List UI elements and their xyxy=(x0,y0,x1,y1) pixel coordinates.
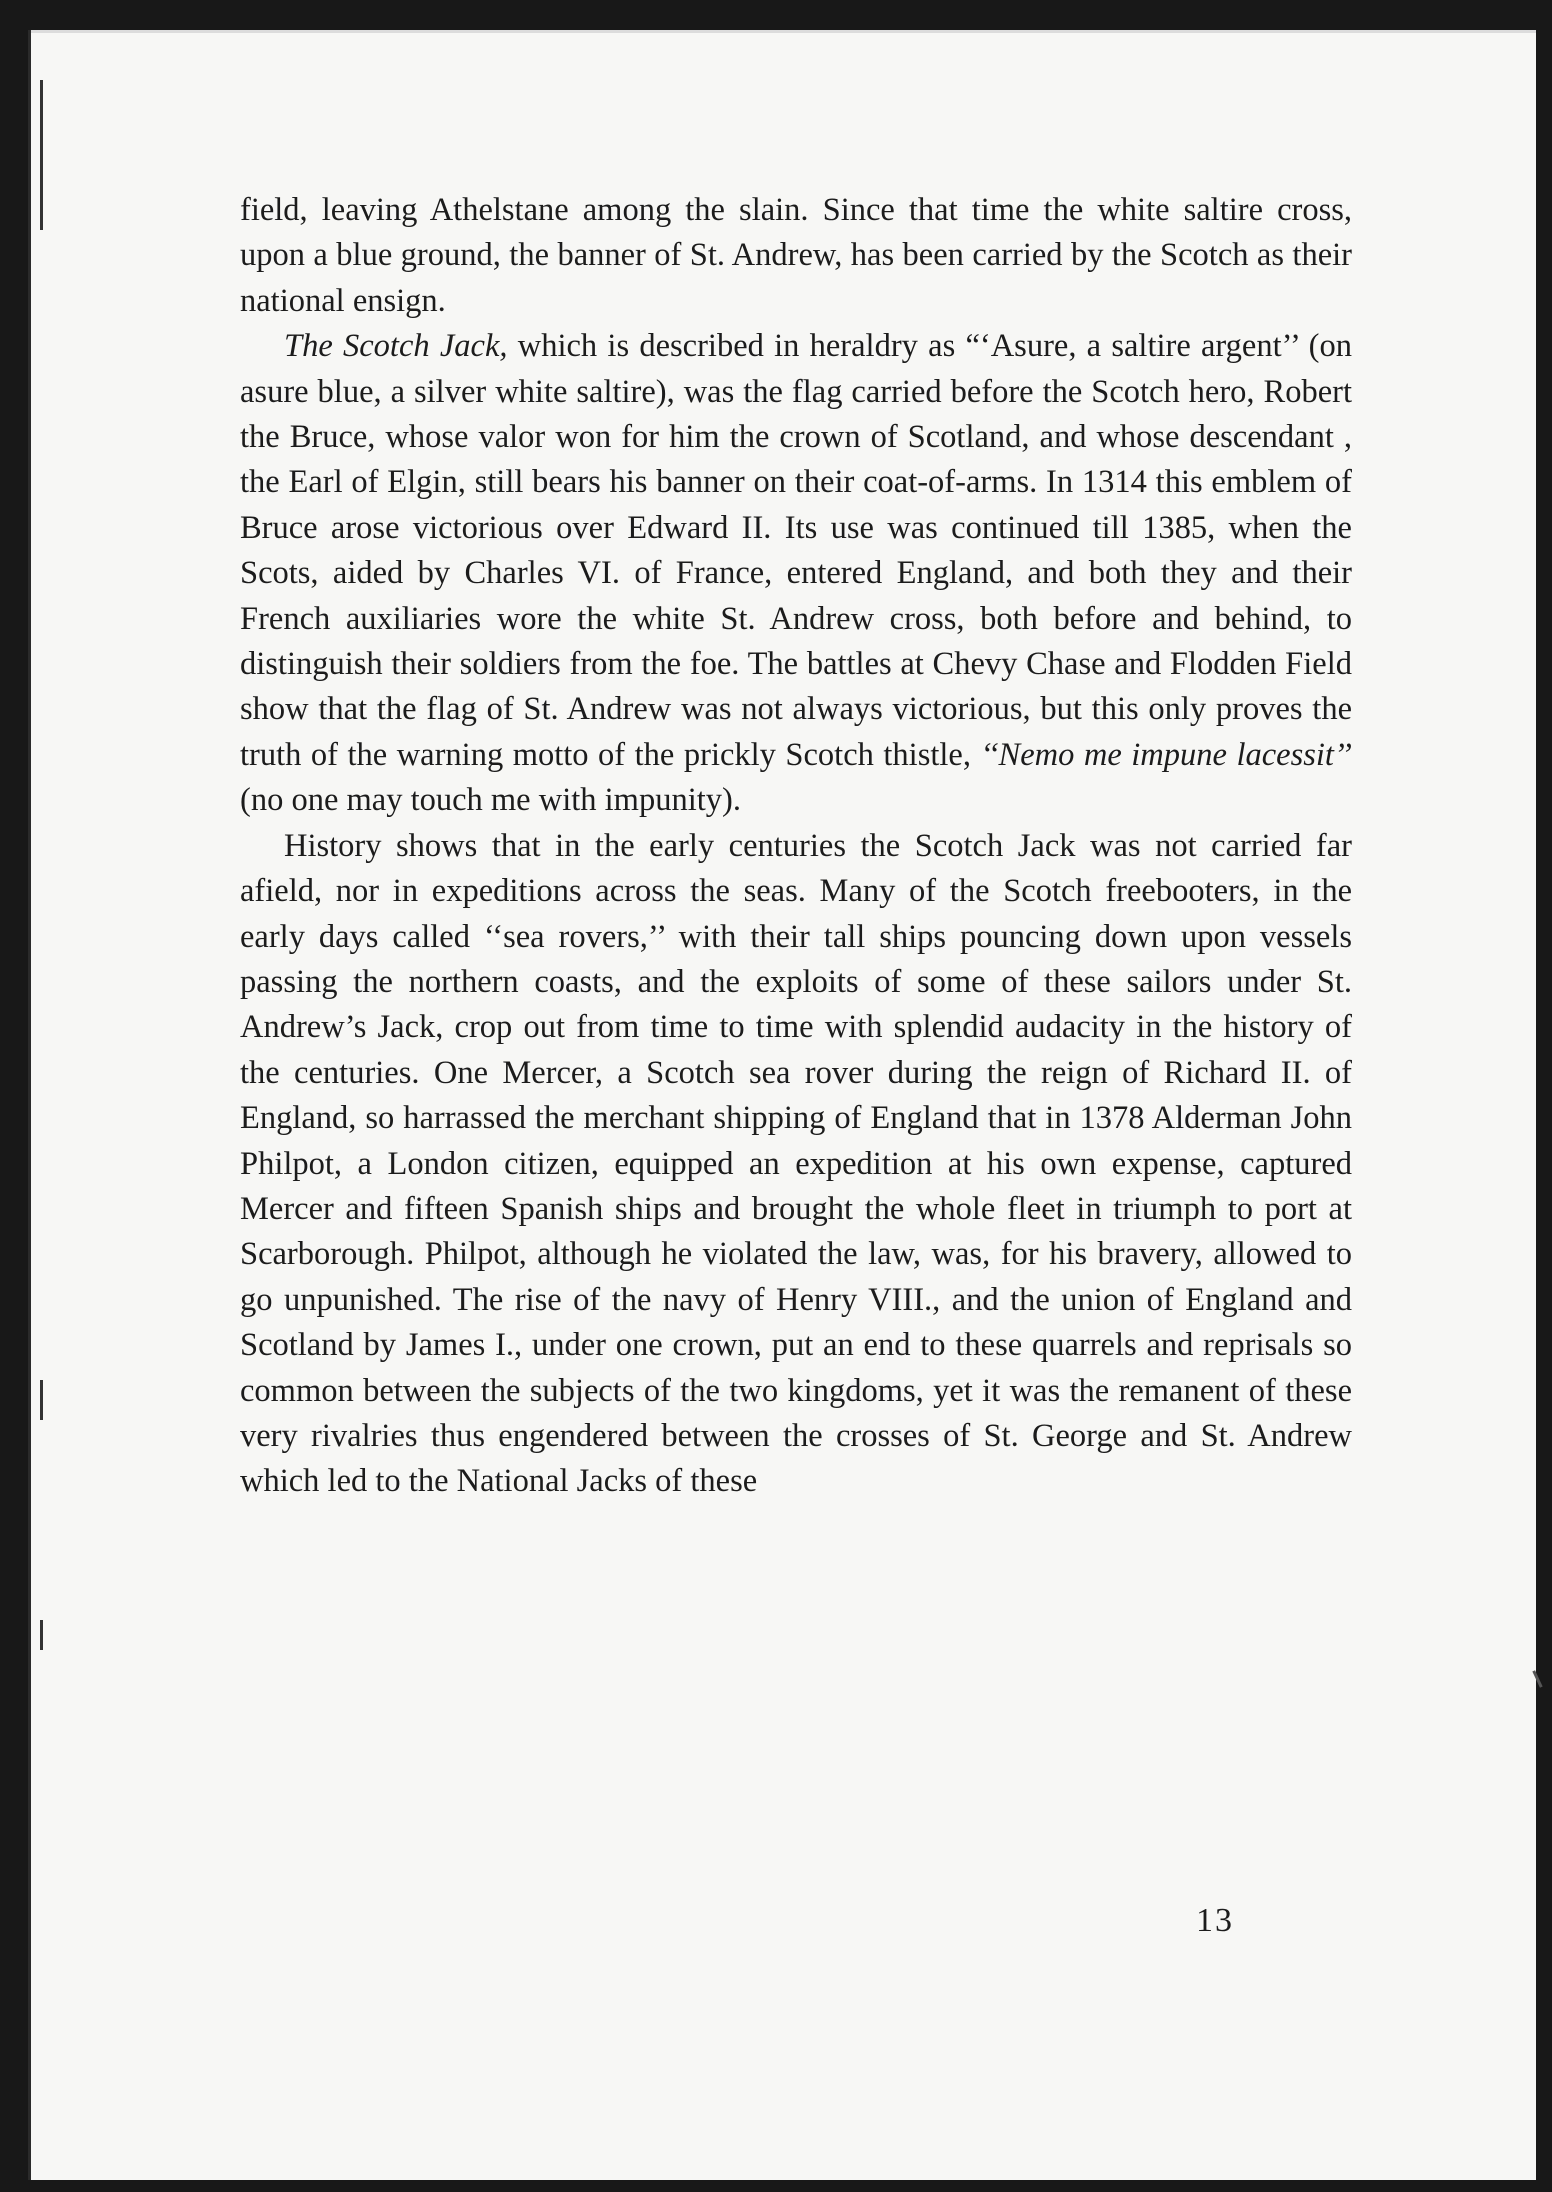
latin-motto: ‘‘Nemo me impune lacessit’’ xyxy=(980,736,1352,773)
paragraph-text: (no one may touch me with impunity). xyxy=(240,782,741,819)
scotch-jack-heading: The Scotch Jack, xyxy=(284,328,508,365)
paragraph-text: field, leaving Athelstane among the slain. Since that time the white saltire cross, upon a blue ground, the banner of St. Andrew, has been carried by the Scotch as their national ensign. xyxy=(240,192,1352,319)
paragraph-1 xyxy=(240,188,1352,324)
body-text xyxy=(240,188,1352,1505)
binding-mark xyxy=(40,80,43,230)
paragraph-text: which is described in heraldry as “‘Asure, a saltire argent’’ (on asure blue, a silver white saltire), was the flag carried before the Scotch hero, Robert the Bruce, whose valor won for him the crown of Scotland, and whose descendant , the Earl of Elgin, still bears his banner on their coat-of-arms. In 1314 this emblem of Bruce arose victorious over Edward II. Its use was continued till 1385, when the Scots, aided by Charles VI. of France, entered England, and both they and their French auxiliaries wore the white St. Andrew cross, both before and behind, to distinguish their soldiers from the foe. The battles at Chevy Chase and Flodden Field show that the flag of St. Andrew was not always victorious, but this only proves the truth of the warning motto of the prickly Scotch thistle, xyxy=(240,328,1352,773)
paragraph-text: History shows that in the early centuries the Scotch Jack was not carried far afield, nor in expeditions across the seas. Many of the Scotch freebooters, in the early days called ‘‘sea rovers,’’ with their tall ships pouncing down upon vessels passing the northern coasts, and the exploits of some of these sailors under St. Andrew’s Jack, crop out from time to time with splendid audacity in the history of the centuries. One Mercer, a Scotch sea rover during the reign of Richard II. of England, so harrassed the merchant shipping of England that in 1378 Alderman John Philpot, a London citizen, equipped an expedition at his own expense, captured Mercer and fifteen Spanish ships and brought the whole fleet in triumph to port at Scarborough. Philpot, although he violated the law, was, for his bravery, allowed to go unpunished. The rise of the navy of Henry VIII., and the union of England and Scotland by James I., under one crown, put an end to these quarrels and reprisals so common between the subjects of the two kingdoms, yet it was the remanent of these very rivalries thus engendered between the crosses of St. George and St. Andrew which led to the National Jacks of these xyxy=(240,827,1352,1500)
binding-mark xyxy=(40,1620,43,1650)
binding-mark xyxy=(40,1380,43,1420)
paragraph-3 xyxy=(240,824,1352,1505)
page-number: 13 xyxy=(1196,1902,1234,1939)
paragraph-2 xyxy=(240,324,1352,823)
